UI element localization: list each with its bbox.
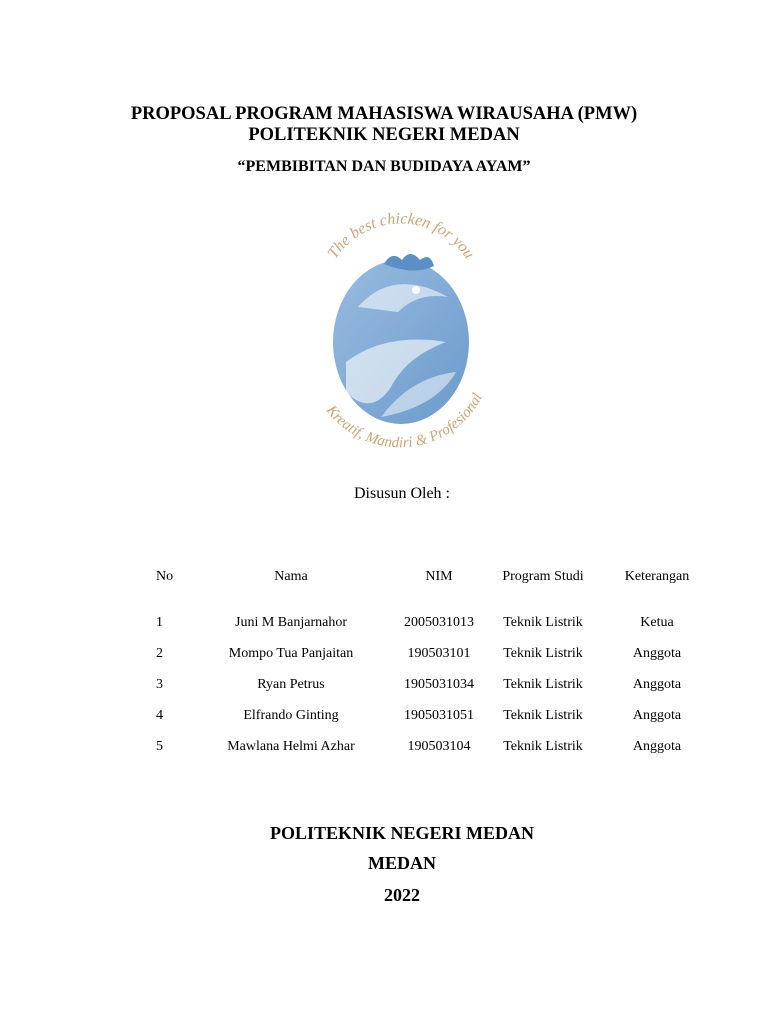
cell-role: Anggota [632,645,682,661]
cell-nim: 1905031051 [404,707,474,723]
cell-nim: 2005031013 [404,614,474,630]
cell-program: Teknik Listrik [503,614,583,630]
header-no: No [156,569,174,584]
cell-no: 3 [156,676,163,692]
cell-nim: 190503101 [407,645,471,661]
header-name: Nama [274,569,308,584]
header-nim: NIM [425,569,453,584]
cell-name: Mawlana Helmi Azhar [227,738,355,754]
table-row [143,700,717,731]
cell-program: Teknik Listrik [503,645,583,661]
footer-institution: POLITEKNIK NEGERI MEDAN [269,823,535,843]
cell-name: Mompo Tua Panjaitan [228,645,354,661]
members-table [143,561,717,762]
cell-role: Anggota [632,738,682,754]
institution-title: POLITEKNIK NEGERI MEDAN [248,125,520,145]
logo-top-text: The best chicken for you [324,212,478,262]
cell-nim: 190503104 [407,738,471,754]
proposal-title: PROPOSAL PROGRAM MAHASISWA WIRAUSAHA (PMW) [130,104,638,124]
cell-name: Ryan Petrus [257,676,325,692]
table-header-row [143,561,717,593]
cell-nim: 1905031034 [404,676,474,692]
chicken-logo [296,212,506,462]
logo-bottom-text: Kreatif, Mandiri & Profesional [322,390,486,452]
cell-program: Teknik Listrik [503,707,583,723]
table-row [143,669,717,700]
table-row [143,731,717,762]
cell-role: Anggota [632,676,682,692]
prepared-by-label: Disusun Oleh : [354,485,450,502]
cell-program: Teknik Listrik [503,676,583,692]
cell-role: Anggota [632,707,682,723]
cell-program: Teknik Listrik [503,738,583,754]
table-row [143,593,717,638]
cell-name: Juni M Banjarnahor [235,614,347,630]
cell-role: Ketua [640,614,674,630]
header-program: Program Studi [502,569,584,584]
svg-text:The best chicken for you [325,212,478,262]
table-row [143,638,717,669]
cell-no: 4 [156,707,163,723]
footer-city: MEDAN [368,853,436,873]
cell-name: Elfrando Ginting [243,707,339,723]
header-role: Keterangan [624,569,690,584]
project-title: “PEMBIBITAN DAN BUDIDAYA AYAM” [237,158,531,175]
cell-no: 1 [156,614,163,630]
cell-no: 2 [156,645,163,661]
footer-year: 2022 [384,885,420,905]
cell-no: 5 [156,738,163,754]
